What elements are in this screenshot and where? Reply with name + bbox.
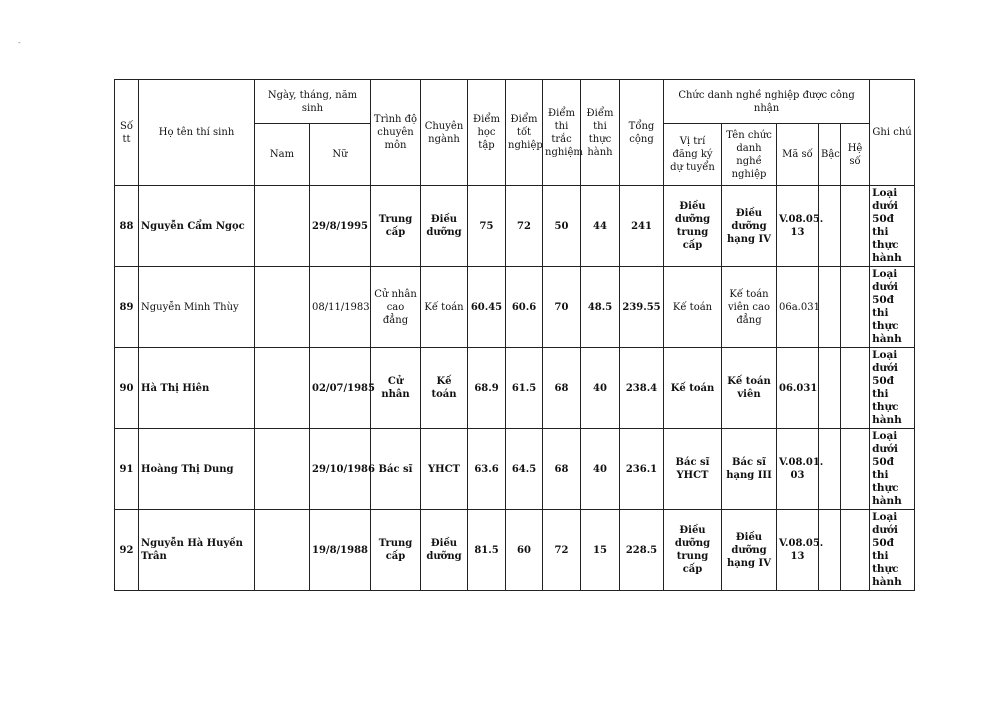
cell-nu: 08/11/1983 bbox=[310, 267, 371, 348]
cell-tot-nghiep: 60 bbox=[506, 510, 543, 591]
cell-ma-so: V.08.01. 03 bbox=[777, 429, 819, 510]
header-ten-chuc-danh: Tên chức danh nghề nghiệp bbox=[722, 124, 777, 186]
cell-tong: 228.5 bbox=[620, 510, 664, 591]
cell-hoc-tap: 60.45 bbox=[468, 267, 506, 348]
cell-bac bbox=[819, 267, 841, 348]
cell-name: Nguyễn Hà Huyền Trân bbox=[139, 510, 255, 591]
cell-bac bbox=[819, 348, 841, 429]
cell-vi-tri: Điều dưỡng trung cấp bbox=[664, 510, 722, 591]
cell-trac-nghiem: 68 bbox=[543, 429, 581, 510]
cell-stt: 88 bbox=[115, 186, 139, 267]
header-diem-trac-nghiem: Điểm thi trắc nghiệm bbox=[543, 80, 581, 186]
cell-tong: 241 bbox=[620, 186, 664, 267]
cell-trinh-do: Trung cấp bbox=[371, 510, 421, 591]
cell-tot-nghiep: 64.5 bbox=[506, 429, 543, 510]
cell-ghi-chu: Loại dưới 50đ thi thực hành bbox=[870, 348, 915, 429]
header-bac: Bậc bbox=[819, 124, 841, 186]
cell-ten-chuc-danh: Điều dưỡng hạng IV bbox=[722, 510, 777, 591]
cell-hoc-tap: 75 bbox=[468, 186, 506, 267]
cell-vi-tri: Kế toán bbox=[664, 348, 722, 429]
cell-he-so bbox=[841, 429, 870, 510]
cell-ten-chuc-danh: Điều dưỡng hạng IV bbox=[722, 186, 777, 267]
table-row bbox=[115, 186, 915, 267]
cell-chuyen-nganh: YHCT bbox=[421, 429, 468, 510]
table-row bbox=[115, 267, 915, 348]
cell-tong: 238.4 bbox=[620, 348, 664, 429]
cell-nu: 29/10/1986 bbox=[310, 429, 371, 510]
cell-ten-chuc-danh: Kế toán viên bbox=[722, 348, 777, 429]
header-trinh-do: Trình độ chuyên môn bbox=[371, 80, 421, 186]
cell-nam bbox=[255, 510, 310, 591]
table-row bbox=[115, 510, 915, 591]
cell-chuyen-nganh: Điều dưỡng bbox=[421, 186, 468, 267]
cell-trac-nghiem: 68 bbox=[543, 348, 581, 429]
cell-nam bbox=[255, 267, 310, 348]
cell-ghi-chu: Loại dưới 50đ thi thực hành bbox=[870, 510, 915, 591]
cell-nu: 19/8/1988 bbox=[310, 510, 371, 591]
cell-nam bbox=[255, 186, 310, 267]
cell-ma-so: 06.031 bbox=[777, 348, 819, 429]
cell-chuyen-nganh: Kế toán bbox=[421, 267, 468, 348]
cell-ma-so: 06a.031 bbox=[777, 267, 819, 348]
cell-thuc-hanh: 40 bbox=[581, 348, 620, 429]
cell-chuyen-nganh: Kế toán bbox=[421, 348, 468, 429]
cell-stt: 92 bbox=[115, 510, 139, 591]
cell-hoc-tap: 81.5 bbox=[468, 510, 506, 591]
header-ghi-chu: Ghi chú bbox=[870, 80, 915, 186]
cell-thuc-hanh: 15 bbox=[581, 510, 620, 591]
cell-vi-tri: Kế toán bbox=[664, 267, 722, 348]
cell-thuc-hanh: 48.5 bbox=[581, 267, 620, 348]
cell-bac bbox=[819, 186, 841, 267]
cell-trac-nghiem: 50 bbox=[543, 186, 581, 267]
header-so-tt: Số tt bbox=[115, 80, 139, 186]
header-ngay-sinh: Ngày, tháng, năm sinh bbox=[255, 80, 371, 124]
header-ma-so: Mã số bbox=[777, 124, 819, 186]
cell-nam bbox=[255, 429, 310, 510]
cell-thuc-hanh: 44 bbox=[581, 186, 620, 267]
header-diem-thuc-hanh: Điểm thi thực hành bbox=[581, 80, 620, 186]
cell-ma-so: V.08.05. 13 bbox=[777, 186, 819, 267]
cell-tot-nghiep: 60.6 bbox=[506, 267, 543, 348]
cell-hoc-tap: 63.6 bbox=[468, 429, 506, 510]
header-he-so: Hệ số bbox=[841, 124, 870, 186]
cell-trinh-do: Cử nhân bbox=[371, 348, 421, 429]
cell-tot-nghiep: 61.5 bbox=[506, 348, 543, 429]
cell-thuc-hanh: 40 bbox=[581, 429, 620, 510]
header-diem-hoc-tap: Điểm học tập bbox=[468, 80, 506, 186]
table-row bbox=[115, 348, 915, 429]
cell-stt: 90 bbox=[115, 348, 139, 429]
header-ho-ten: Họ tên thí sinh bbox=[139, 80, 255, 186]
cell-ten-chuc-danh: Kế toán viên cao đẳng bbox=[722, 267, 777, 348]
cell-nam bbox=[255, 348, 310, 429]
header-diem-tot-nghiep: Điểm tốt nghiệp bbox=[506, 80, 543, 186]
cell-tong: 236.1 bbox=[620, 429, 664, 510]
cell-hoc-tap: 68.9 bbox=[468, 348, 506, 429]
header-chuc-danh: Chức danh nghề nghiệp được công nhận bbox=[664, 80, 870, 124]
cell-name: Nguyễn Cẩm Ngọc bbox=[139, 186, 255, 267]
cell-name: Hoàng Thị Dung bbox=[139, 429, 255, 510]
cell-vi-tri: Bác sĩ YHCT bbox=[664, 429, 722, 510]
cell-nu: 02/07/1985 bbox=[310, 348, 371, 429]
header-nu: Nữ bbox=[310, 124, 371, 186]
cell-he-so bbox=[841, 510, 870, 591]
cell-ghi-chu: Loại dưới 50đ thi thực hành bbox=[870, 186, 915, 267]
cell-trac-nghiem: 70 bbox=[543, 267, 581, 348]
cell-tong: 239.55 bbox=[620, 267, 664, 348]
cell-he-so bbox=[841, 186, 870, 267]
cell-bac bbox=[819, 429, 841, 510]
scan-speck: - bbox=[18, 38, 21, 47]
cell-he-so bbox=[841, 348, 870, 429]
header-vi-tri: Vị trí đăng ký dự tuyển bbox=[664, 124, 722, 186]
table-row bbox=[115, 429, 915, 510]
cell-ghi-chu: Loại dưới 50đ thi thực hành bbox=[870, 429, 915, 510]
header-tong-cong: Tổng cộng bbox=[620, 80, 664, 186]
cell-trinh-do: Cử nhân cao đẳng bbox=[371, 267, 421, 348]
cell-stt: 89 bbox=[115, 267, 139, 348]
cell-ghi-chu: Loại dưới 50đ thi thực hành bbox=[870, 267, 915, 348]
cell-name: Hà Thị Hiên bbox=[139, 348, 255, 429]
header-nam: Nam bbox=[255, 124, 310, 186]
cell-tot-nghiep: 72 bbox=[506, 186, 543, 267]
cell-chuyen-nganh: Điều dưỡng bbox=[421, 510, 468, 591]
cell-trinh-do: Bác sĩ bbox=[371, 429, 421, 510]
cell-ten-chuc-danh: Bác sĩ hạng III bbox=[722, 429, 777, 510]
candidate-table bbox=[114, 79, 915, 591]
header-chuyen-nganh: Chuyên ngành bbox=[421, 80, 468, 186]
cell-bac bbox=[819, 510, 841, 591]
cell-stt: 91 bbox=[115, 429, 139, 510]
cell-nu: 29/8/1995 bbox=[310, 186, 371, 267]
cell-ma-so: V.08.05. 13 bbox=[777, 510, 819, 591]
cell-trac-nghiem: 72 bbox=[543, 510, 581, 591]
cell-trinh-do: Trung cấp bbox=[371, 186, 421, 267]
cell-vi-tri: Điều dưỡng trung cấp bbox=[664, 186, 722, 267]
cell-he-so bbox=[841, 267, 870, 348]
cell-name: Nguyễn Minh Thùy bbox=[139, 267, 255, 348]
